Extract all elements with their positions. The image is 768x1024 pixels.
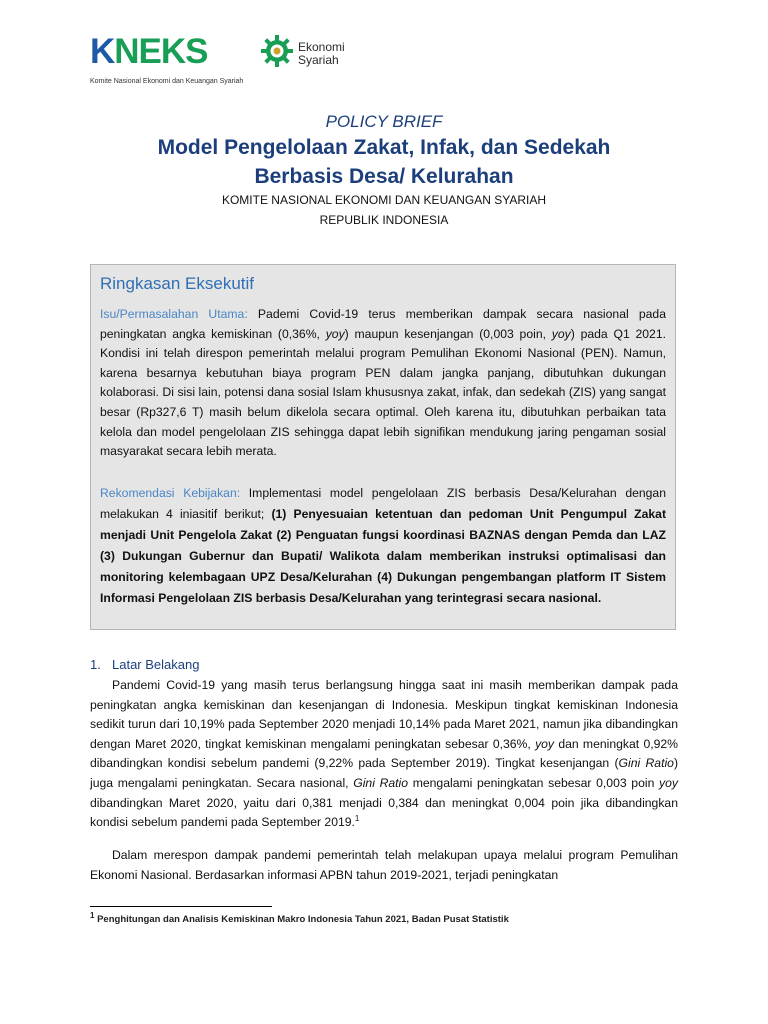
executive-summary-title: Ringkasan Eksekutif	[100, 274, 255, 293]
summary-recommendation-paragraph: Rekomendasi Kebijakan: Implementasi model pengelolaan ZIS berbasis Desa/Kelurahan dengan melakukan 4 iniasitif berikut; (1) Penyesuaian ketentuan dan pedoman Unit Pengumpul Zakat menjadi Unit Pengelola Zakat (2) Penguatan fungsi koordinasi BAZNAS dengan Pemda dan LAZ (3) Dukungan Gubernur dan Bupati/ Walikota dalam memberikan instruksi optimalisasi dan monitoring kelembagaan UPZ Desa/Kelurahan (4) Dukungan pengembangan platform IT Sistem Informasi Pengelolaan ZIS berbasis Desa/Kelurahan yang terintegrasi secara nasional.	[100, 486, 666, 605]
policy-brief-kicker: POLICY BRIEF	[325, 112, 443, 131]
summary-issue-paragraph: Isu/Permasalahan Utama: Pademi Covid-19 terus memberikan dampak secara nasional pada peningkatan angka kemiskinan (0,36%, yoy) maupun kesenjangan (0,003 poin, yoy) pada Q1 2021. Kondisi ini telah direspon pemerintah melalui program Pemulihan Ekonomi Nasional (PEN). Namun, karena besarnya kebutuhan biaya program PEN dalam jangka panjang, dibutuhkan dukungan kolaborasi. Di sisi lain, potensi dana sosial Islam khususnya zakat, infak, dan sedekah (ZIS) yang sangat besar (Rp327,6 T) masih belum dikelola secara optimal. Oleh karena itu, dibutuhkan perbaikan tata kelola dan model pengelolaan ZIS sehingga dapat lebih signifikan mendukung jaring pengaman sosial masyarakat secara lebih merata.	[100, 307, 666, 459]
issue-label: Isu/Permasalahan Utama:	[100, 307, 248, 321]
recommendation-label: Rekomendasi Kebijakan:	[100, 486, 241, 500]
gear-icon	[260, 34, 294, 68]
body-paragraph-1: Pandemi Covid-19 yang masih terus berlangsung hingga saat ini masih memberikan dampak pada peningkatan angka kemiskinan dan kesenjangan di Indonesia. Meskipun tingkat kemiskinan Indonesia sedikit turun dari 10,19% pada September 2020 menjadi 10,14% pada Maret 2021, namun jika dibandingkan dengan Maret 2020, tingkat kemiskinan mengalami peningkatan sebesar 0,36%, yoy dan meningkat 0,92% dibandingkan kondisi sebelum pandemi (9,22% pada September 2019). Tingkat kesenjangan (Gini Ratio) juga mengalami peningkatan. Secara nasional, Gini Ratio mengalami peningkatan sebesar 0,003 poin yoy dibandingkan Maret 2020, yaitu dari 0,381 menjadi 0,384 dan meningkat 0,004 poin jika dibandingkan kondisi sebelum pandemi pada September 2019.$^1$	[90, 678, 679, 830]
organization-name: KOMITE NASIONAL EKONOMI DAN KEUANGAN SYARIAH	[221, 193, 547, 207]
logo-ekonomi-syariah: Ekonomi Syariah	[298, 40, 345, 67]
knek-logo	[90, 32, 360, 90]
footnote-ref: 1	[354, 814, 360, 824]
body-paragraph-2: Dalam merespon dampak pandemi pemerintah telah melakupan upaya melalui program Pemulihan Ekonomi Nasional. Berdasarkan informasi APBN tahun 2019-2021, terjadi peningkatan	[90, 848, 678, 882]
logo-wordmark: KNEKS	[90, 32, 208, 71]
organization-country: REPUBLIK INDONESIA	[319, 213, 449, 227]
logo-subtitle: Komite Nasional Ekonomi dan Keuangan Syariah	[90, 78, 244, 85]
document-title-line1: Model Pengelolaan Zakat, Infak, dan Sedekah	[157, 136, 611, 159]
footnote-divider	[90, 906, 272, 907]
document-title-line2: Berbasis Desa/ Kelurahan	[254, 165, 514, 188]
executive-summary-box	[90, 264, 676, 630]
footnote: $^1$ Penghitungan dan Analisis Kemiskinan Makro Indonesia Tahun 2021, Badan Pusat Statistik	[90, 910, 509, 925]
section-heading: 1. Latar Belakang	[90, 657, 200, 672]
